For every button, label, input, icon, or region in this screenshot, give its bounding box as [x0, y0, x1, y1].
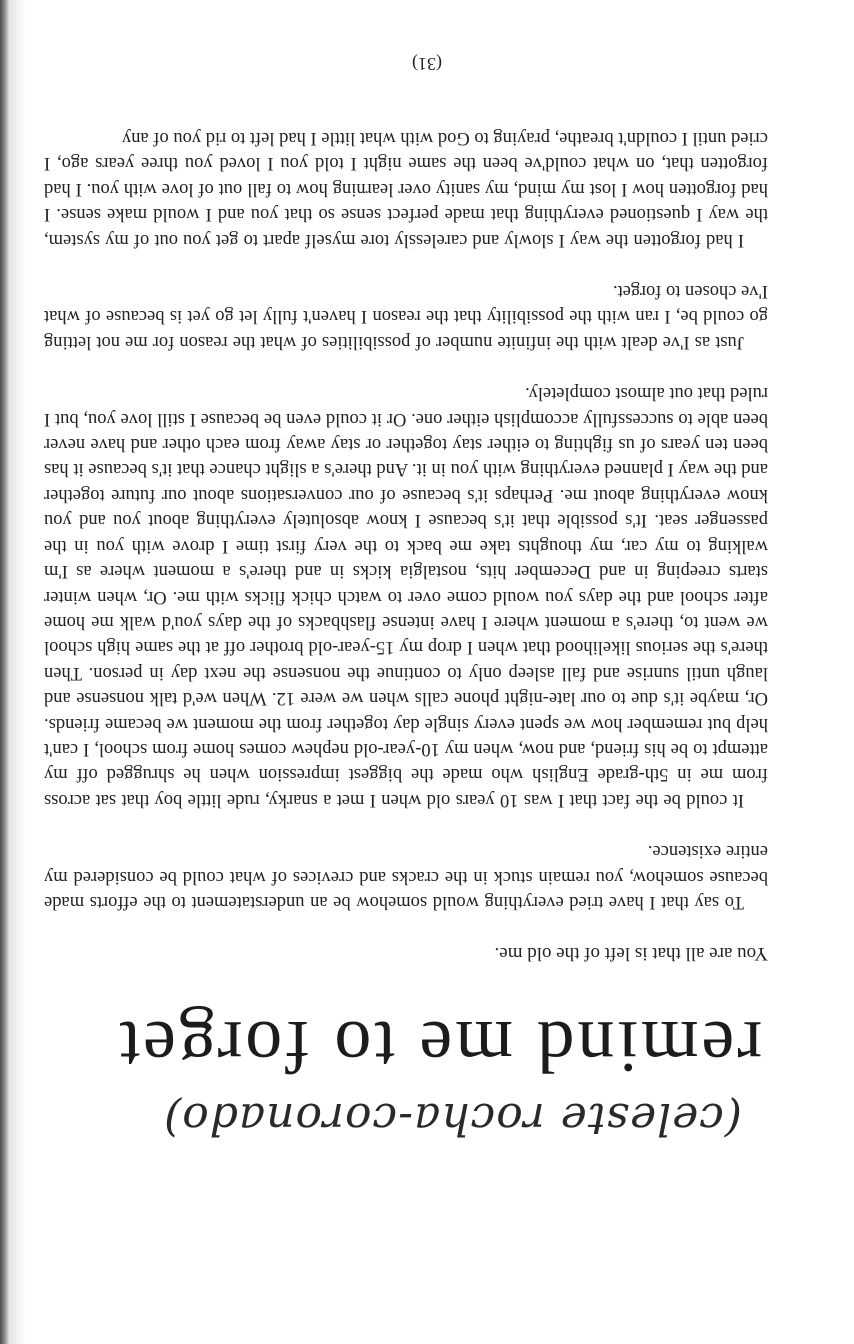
paragraph-3: Just as I've dealt with the infinite number of possibilities of what the reason for me not letting go could be, I ran with the possibility that the reason I haven't fully let go yet is because of what I've chosen to forget. [44, 281, 768, 352]
page-text-block [44, 125, 768, 1144]
paragraph-4: I had forgotten the way I slowly and carelessly tore myself apart to get you out of my system, the way I questioned everything that made perfect sense so that you and I would make sense. I had forgotten how I lost my mind, my sanity over learning how to fall out of love with you. I had forgotten that, on what could've been the same night I told you I loved you three years ago, I cried until I couldn't breathe, praying to God with what little I had left to rid you of any [44, 128, 768, 250]
epigraph: You are all that is left of the old me. [494, 943, 768, 964]
chapter-title: remind me to forget [116, 1005, 762, 1087]
paragraph-2: It could be the fact that I was 10 years old when I met a snarky, rude little boy that sat across from me in 5th-grade English who made the biggest impression when he shrugged off my attempt to be his friend, and now, when my 10-year-old nephew comes home from school, I can't help but remember how we spent every single day together from the moment we became friends. Or, maybe it's due to our late-night phone calls when we were 12. When we'd talk nonsense and laugh until sunrise and fall asleep only to continue the nonsense the next day in person. Then there's the serious likelihood that when I drop my 15-year-old brother off at the same high school we went to, there's a moment where I have intense flashbacks of the days you'd walk me home after school and the days you would come over to watch chick flicks with me. Or, when winter starts creeping in and December hits, nostalgia kicks in and there's a moment where as I'm walking to my car, my thoughts take me back to the very first time I drove with you in the passenger seat. It's possible that it's because I know absolutely everything about you and you know everything about me. Perhaps it's because of our conversations about our future together and the way I planned everything with you in it. And there's a slight chance that it's because it has been ten years of us fighting to either stay together or stay away from each other and have never been able to successfully accomplish either one. Or it could even be because I still love you, but I ruled that out almost completely. [44, 383, 768, 810]
page-number: (31) [412, 54, 442, 74]
paragraph-1: To say that I have tried everything would somehow be an understatement to the efforts made because somehow, you remain stuck in the cracks and crevices of what could be considered my entire existence. [44, 841, 768, 912]
author-byline: (celeste rocha-coronado) [163, 1093, 742, 1144]
